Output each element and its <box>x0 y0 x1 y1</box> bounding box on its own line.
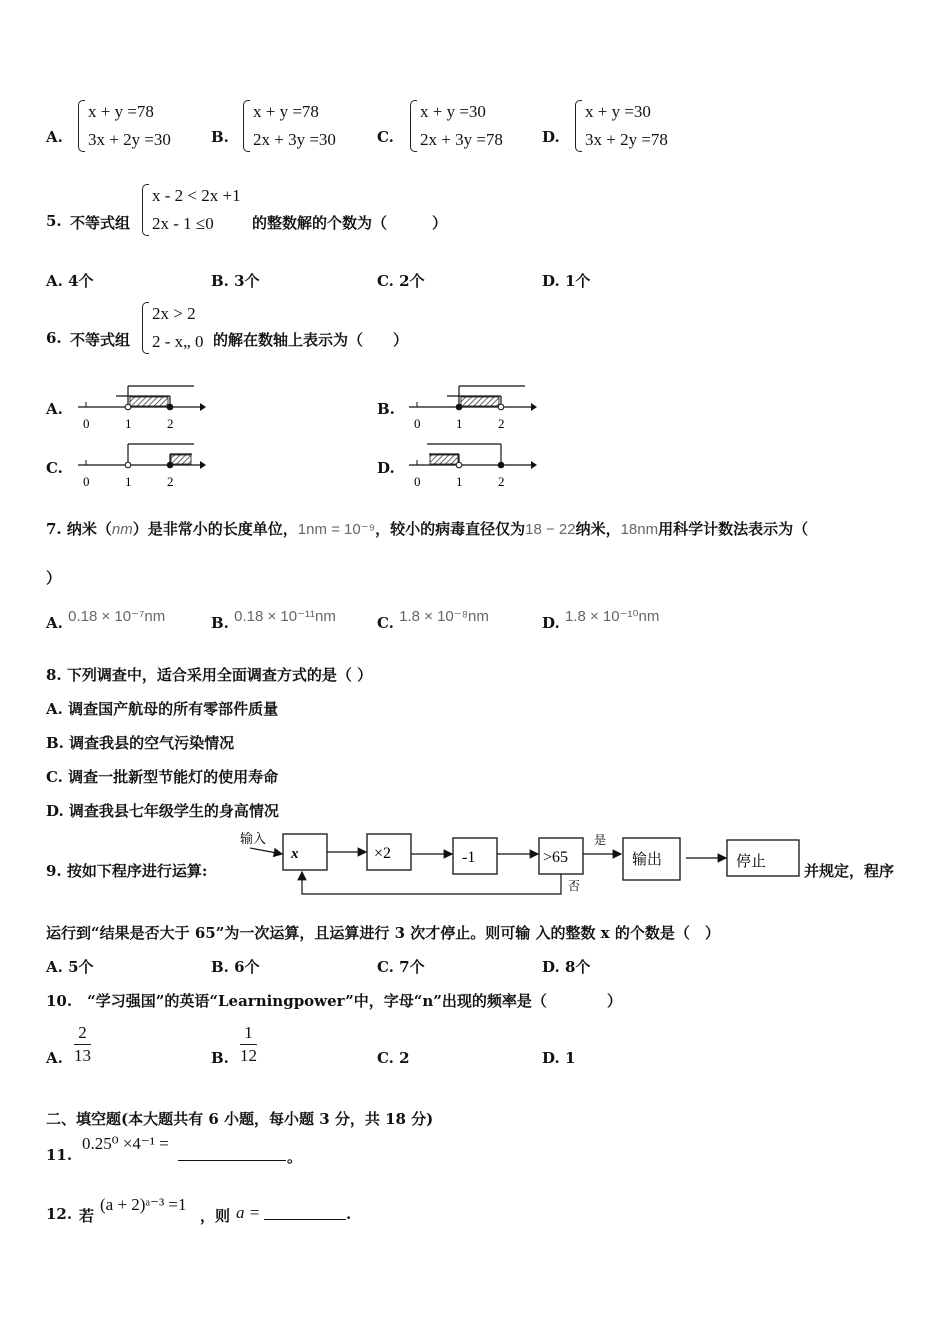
option-label: A. <box>46 614 63 632</box>
option-text: 1个 <box>564 272 591 290</box>
q10-option-a-fraction <box>74 1022 91 1067</box>
numerator: 2 <box>74 1022 91 1045</box>
solution-shading <box>171 455 191 464</box>
option-text: 1.8 × 10⁻¹⁰nm <box>564 608 660 625</box>
q5-option-b[interactable] <box>211 270 260 291</box>
question-number: 7. <box>46 520 62 538</box>
solution-shading <box>130 397 168 406</box>
flow-box-output-text: 输出 <box>632 850 663 868</box>
math-definition: 1nm = 10⁻⁹ <box>297 521 376 538</box>
open-dot <box>498 404 504 410</box>
q4-option-d-system <box>575 98 668 154</box>
flow-yes-label: 是 <box>594 833 607 847</box>
q10-option-d[interactable] <box>542 1049 575 1067</box>
question-text: 不等式组 <box>70 331 131 349</box>
inequality: 2x > 2 <box>152 304 196 323</box>
flow-box-stop-text: 停止 <box>736 852 767 870</box>
question-text: . <box>346 1205 352 1223</box>
question-line <box>46 518 808 539</box>
denominator: 12 <box>240 1046 257 1065</box>
question-text: 不等式组 <box>70 214 131 232</box>
q9-option-d[interactable] <box>542 956 590 977</box>
q8-option-d[interactable]: D. 调查我县七年级学生的身高情况 <box>46 802 279 820</box>
answer-blank[interactable] <box>178 1144 286 1161</box>
option-text: 6个 <box>234 958 260 976</box>
q10-option-a-label[interactable]: A. <box>46 1049 63 1067</box>
q9-option-c[interactable] <box>377 956 425 977</box>
q8-option-c[interactable]: C. 调查一批新型节能灯的使用寿命 <box>46 768 279 786</box>
open-dot <box>125 462 131 468</box>
q4-option-a-system <box>78 98 171 154</box>
open-dot <box>125 404 131 410</box>
tick-label: 2 <box>498 416 505 431</box>
math-variable: a = <box>236 1203 261 1222</box>
math-nm: nm <box>111 521 133 538</box>
flow-loop-arrow <box>302 872 561 894</box>
q7-option-a[interactable] <box>46 608 166 632</box>
tick-label: 2 <box>498 474 505 489</box>
inequality-system <box>142 300 203 356</box>
inequality: x - 2 < 2x +1 <box>152 186 241 205</box>
option-text: 2 <box>399 1049 410 1067</box>
question-text: 9. 按如下程序进行运算: <box>46 862 208 880</box>
question-number: 12. <box>46 1205 73 1223</box>
closed-dot <box>167 462 173 468</box>
flow-no-label: 否 <box>568 879 581 893</box>
tick-label: 2 <box>167 416 174 431</box>
flow-arrow <box>250 848 282 854</box>
open-dot <box>456 462 462 468</box>
equation: 2x + 3y =78 <box>420 130 503 149</box>
brace <box>142 184 149 236</box>
q9-option-b[interactable] <box>211 956 260 977</box>
option-label: B. <box>211 958 229 976</box>
question-text: ）是非常小的长度单位， <box>132 520 298 538</box>
question-text: ） <box>46 569 62 587</box>
arrow-icon <box>531 403 537 411</box>
question-number: 6. <box>46 329 62 347</box>
equation: 2x + 3y =30 <box>253 130 336 149</box>
equation: x + y =30 <box>420 102 486 121</box>
q4-option-c-system <box>410 98 503 154</box>
tick-label: 0 <box>83 474 90 489</box>
option-text: 7个 <box>399 958 425 976</box>
equation: x + y =30 <box>585 102 651 121</box>
tick-label: 1 <box>456 416 463 431</box>
option-label: D. <box>542 958 560 976</box>
flow-box-times2-text: ×2 <box>374 845 392 862</box>
equation: 3x + 2y =78 <box>585 130 668 149</box>
math-expression: 0.25⁰ ×4⁻¹ = <box>82 1134 169 1153</box>
denominator: 13 <box>74 1046 91 1065</box>
q5-option-d[interactable] <box>542 270 590 291</box>
brace <box>78 100 85 152</box>
q5-option-a[interactable] <box>46 270 94 291</box>
flow-box-x <box>283 834 327 870</box>
q4-option-b-system <box>243 98 336 154</box>
option-text: 2个 <box>399 272 425 290</box>
closed-dot <box>456 404 462 410</box>
closed-dot <box>498 462 504 468</box>
section-heading: 二、填空题(本大题共有 6 小题，每小题 3 分，共 18 分) <box>46 1110 434 1128</box>
tick-label: 1 <box>125 474 132 489</box>
brace <box>243 100 250 152</box>
option-text: 1 <box>564 1049 576 1067</box>
option-label: D. <box>542 272 560 290</box>
equation: x + y =78 <box>88 102 154 121</box>
equation: x + y =78 <box>253 102 319 121</box>
question-text: ，则 <box>200 1207 231 1225</box>
option-text: 1.8 × 10⁻⁸nm <box>399 608 489 625</box>
option-text: 3个 <box>234 272 260 290</box>
inequality: 2 - x„ 0 <box>152 332 204 351</box>
math-expression: (a + 2)ᵃ⁻³ =1 <box>100 1195 187 1214</box>
q10-option-b-label[interactable]: B. <box>211 1049 229 1067</box>
q10-option-b-fraction <box>240 1022 257 1067</box>
question-stem: 10. “学习强国”的英语“Learningpower”中，字母“n”出现的频率是（ ） <box>46 992 622 1010</box>
q4-option-a-label[interactable]: A. <box>46 128 63 146</box>
option-text: 8个 <box>564 958 591 976</box>
number-line-a <box>72 380 212 436</box>
option-label: A. <box>46 958 63 976</box>
question-text: 若 <box>79 1207 95 1225</box>
arrow-icon <box>200 461 206 469</box>
tick-label: 0 <box>83 416 90 431</box>
question-number: 11. <box>46 1146 73 1164</box>
q4-option-d-label[interactable]: D. <box>542 128 560 146</box>
option-label: A. <box>46 272 63 290</box>
q6-option-b-label[interactable]: B. <box>377 400 395 418</box>
option-text: 0.18 × 10⁻¹¹nm <box>234 608 336 625</box>
brace <box>575 100 582 152</box>
arrow-icon <box>200 403 206 411</box>
option-label: C. <box>377 958 394 976</box>
question-text: ，较小的病毒直径仅为 <box>375 520 526 538</box>
q7-option-b[interactable] <box>211 608 336 632</box>
flow-input-label: 输入 <box>240 832 267 847</box>
question-text: 用科学计数法表示为（ <box>658 520 809 538</box>
numerator: 1 <box>240 1022 257 1045</box>
option-label: D. <box>542 614 560 632</box>
q6-option-c-label[interactable]: C. <box>46 459 63 477</box>
arrow-icon <box>531 461 537 469</box>
math-value: 18nm <box>620 521 659 538</box>
q6-option-a-label[interactable]: A. <box>46 400 63 418</box>
flowchart <box>236 828 806 900</box>
tick-label: 0 <box>414 474 421 489</box>
flow-box-x-text: x <box>291 846 299 862</box>
question-text: 并规定，程序 <box>804 862 895 880</box>
question-text: 纳米（ <box>66 520 112 538</box>
tick-label: 0 <box>414 416 421 431</box>
question-text: 纳米， <box>575 520 621 538</box>
answer-blank[interactable] <box>264 1203 346 1220</box>
brace <box>142 302 149 354</box>
option-text: 4个 <box>68 272 94 290</box>
option-text: 5个 <box>68 958 94 976</box>
number-line-b <box>403 380 543 436</box>
question-stem: 8. 下列调查中，适合采用全面调查方式的是（ ） <box>46 666 373 684</box>
q10-option-c[interactable] <box>377 1049 410 1067</box>
q5-option-c[interactable] <box>377 270 425 291</box>
q4-option-c-label[interactable]: C. <box>377 128 394 146</box>
option-label: C. <box>377 1049 394 1067</box>
solution-shading <box>461 397 499 406</box>
q7-option-c[interactable] <box>377 608 489 632</box>
q8-option-a[interactable]: A. 调查国产航母的所有零部件质量 <box>46 700 279 718</box>
question-text: 的解在数轴上表示为（ ） <box>213 331 409 349</box>
number-line-d <box>403 438 543 494</box>
brace <box>410 100 417 152</box>
q4-option-b-label[interactable]: B. <box>211 128 229 146</box>
q7-option-d[interactable] <box>542 608 660 632</box>
q9-option-a[interactable] <box>46 956 94 977</box>
option-label: B. <box>211 614 229 632</box>
flow-box-minus1-text: -1 <box>462 849 476 866</box>
math-range: 18 − 22 <box>525 521 576 538</box>
flow-box-gt65-text: >65 <box>543 849 569 866</box>
closed-dot <box>167 404 173 410</box>
tick-label: 1 <box>456 474 463 489</box>
option-label: D. <box>542 1049 560 1067</box>
inequality-system <box>142 182 241 238</box>
tick-label: 2 <box>167 474 174 489</box>
option-text: 0.18 × 10⁻⁷nm <box>68 608 166 625</box>
question-number: 5. <box>46 212 62 230</box>
option-label: C. <box>377 272 394 290</box>
solution-shading <box>430 455 458 464</box>
option-label: B. <box>211 272 229 290</box>
tick-label: 1 <box>125 416 132 431</box>
number-line-c <box>72 438 212 494</box>
option-label: C. <box>377 614 394 632</box>
question-text: 运行到“结果是否大于 65”为一次运算，且运算进行 3 次才停止。则可输 入的整数 x 的个数是（ ） <box>46 924 720 942</box>
q6-option-d-label[interactable]: D. <box>377 459 395 477</box>
q8-option-b[interactable]: B. 调查我县的空气污染情况 <box>46 734 235 752</box>
question-text: 的整数解的个数为（ ） <box>252 214 448 232</box>
inequality: 2x - 1 ≤0 <box>152 214 214 233</box>
equation: 3x + 2y =30 <box>88 130 171 149</box>
question-text: 。 <box>287 1148 303 1166</box>
